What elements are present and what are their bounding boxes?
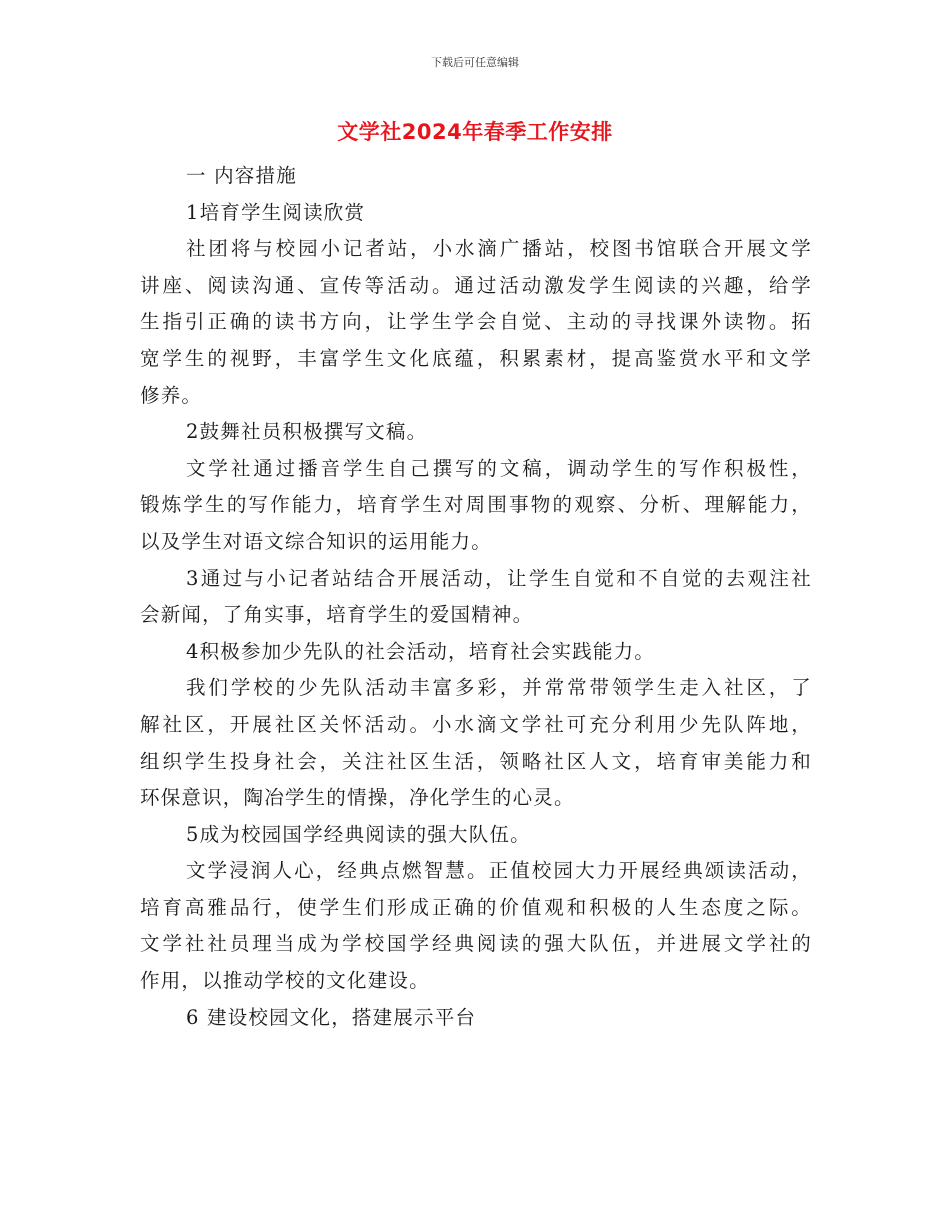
text-line: 修养。 bbox=[140, 383, 203, 407]
text-line: 环保意识，陶冶学生的情操，净化学生的心灵。 bbox=[140, 786, 575, 810]
text-line: 1培育学生阅读欣赏 bbox=[186, 200, 366, 224]
document-body bbox=[140, 158, 812, 1036]
text-line: 我们学校的少先队活动丰富多彩，并常常带领学生走入社区，了 bbox=[186, 676, 812, 700]
header-note: 下载后可任意编辑 bbox=[431, 56, 519, 69]
text-line: 生指引正确的读书方向，让学生学会自觉、主动的寻找课外读物。拓 bbox=[140, 310, 812, 334]
document-title: 文学社2024年春季工作安排 bbox=[337, 120, 613, 144]
text-line: 讲座、阅读沟通、宣传等活动。通过活动激发学生阅读的兴趣，给学 bbox=[140, 273, 812, 297]
text-line: 解社区，开展社区关怀活动。小水滴文学社可充分利用少先队阵地， bbox=[140, 712, 812, 736]
text-line: 锻炼学生的写作能力，培育学生对周围事物的观察、分析、理解能力， bbox=[140, 493, 812, 517]
text-line: 5成为校园国学经典阅读的强大队伍。 bbox=[186, 822, 531, 846]
text-line: 一 内容措施 bbox=[186, 164, 297, 187]
text-line: 以及学生对语文综合知识的运用能力。 bbox=[140, 529, 492, 553]
text-line: 2鼓舞社员积极撰写文稿。 bbox=[186, 420, 428, 444]
text-line: 3通过与小记者站结合开展活动，让学生自觉和不自觉的去观注社 bbox=[186, 566, 812, 590]
text-line: 会新闻，了角实事，培育学生的爱国精神。 bbox=[140, 603, 534, 627]
text-line: 文学社社员理当成为学校国学经典阅读的强大队伍，并进展文学社的 bbox=[140, 932, 812, 956]
text-line: 文学社通过播音学生自己撰写的文稿，调动学生的写作积极性， bbox=[186, 456, 812, 480]
text-line: 文学浸润人心，经典点燃智慧。正值校园大力开展经典颂读活动， bbox=[186, 859, 812, 883]
text-line: 培育高雅品行，使学生们形成正确的价值观和积极的人生态度之际。 bbox=[140, 895, 812, 919]
text-line: 作用，以推动学校的文化建设。 bbox=[140, 969, 430, 993]
text-line: 组织学生投身社会，关注社区生活，领略社区人文，培育审美能力和 bbox=[140, 749, 812, 773]
text-line: 社团将与校园小记者站，小水滴广播站，校图书馆联合开展文学 bbox=[186, 237, 812, 261]
text-line: 宽学生的视野，丰富学生文化底蕴，积累素材，提高鉴赏水平和文学 bbox=[140, 346, 812, 370]
text-line: 6 建设校园文化，搭建展示平台 bbox=[186, 1005, 477, 1029]
text-line: 4积极参加少先队的社会活动，培育社会实践能力。 bbox=[186, 639, 656, 663]
